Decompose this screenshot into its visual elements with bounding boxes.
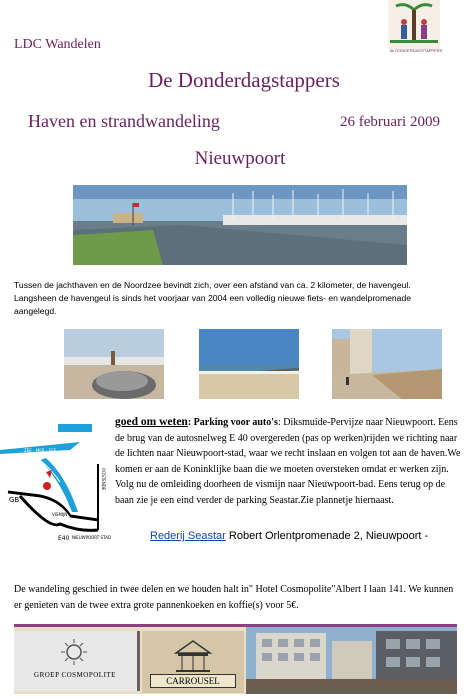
logo-caption: de DONDERDAGSTAPPERS (389, 48, 443, 53)
parking-heading: : Parking voor auto's (187, 417, 278, 428)
route-map (0, 420, 112, 550)
parking-info (115, 415, 461, 508)
walk-date: 26 februari 2009 (340, 114, 440, 130)
location-title: Nieuwpoort (194, 148, 286, 169)
map-label-sea: ZEE - MER - SEE (24, 448, 57, 453)
sun-icon (57, 637, 91, 667)
harbour-photo (73, 185, 407, 265)
map-label-vismijn: VISMIJN (52, 512, 68, 517)
ferry-line (150, 530, 428, 542)
map-label-gb: GB (9, 496, 20, 504)
footer-banner (14, 624, 457, 694)
carousel-icon (172, 639, 214, 673)
ferry-address: Robert Orlentpromenade 2, Nieuwpoort - (225, 530, 429, 542)
hotel-photo (246, 627, 457, 694)
cosmopolite-logo (14, 631, 140, 691)
parking-text: : Diksmuide-Pervijze naar Nieuwpoort. Eens de brug van de autosnelweg E 40 overgereden (pas op werken)rijden we richting naar de lichten naar Nieuwpoort-stad, waar we recht inslaan en volgen tot aan de haven.We komen er aan de Koninklijke baan die we moeten oversteken omdat er werken zijn. Volg nu de omleiding doorheen de vismijn naar Nieuwpoort-bad. Eens terug op de baan zie je een eind verder de parking Seastar.Zie plannetje hiernaast. (115, 417, 461, 506)
cosmopolite-text: GROEP COSMOPOLITE (34, 671, 116, 679)
beach-photo (199, 329, 299, 399)
statue-photo (64, 329, 164, 399)
seastar-link[interactable]: Rederij Seastar (150, 530, 226, 542)
carrousel-logo (142, 631, 244, 693)
closing-paragraph: De wandeling geschied in twee delen en we houden halt in" Hotel Cosmopolite"Albert I laan 141. We kunnen er genieten van de twee extra grote pannenkoeken en koffie(s) voor 5€. (14, 584, 454, 611)
carrousel-text: CARROUSEL (150, 674, 236, 688)
group-title: De Donderdagstappers (148, 68, 340, 92)
club-logo (388, 0, 440, 50)
club-name: LDC Wandelen (14, 37, 101, 52)
map-label-e40: E40 (58, 535, 70, 542)
intro-paragraph: Tussen de jachthaven en de Noordzee bevindt zich, over een afstand van ca. 2 kilometer, de havengeul. Langsheen de havengeul is sinds het voorjaar van 2004 een volledig nieuwe fiets- en wandelpromenade aangelegd. (14, 280, 412, 316)
promenade-photo (332, 329, 442, 399)
walk-title: Haven en strandwandeling (28, 111, 220, 131)
map-label-stad: NIEUWPOORT STAD (72, 535, 111, 540)
map-label-oostende: OOSTENDE (101, 468, 106, 491)
good-to-know-label: goed om weten (115, 416, 188, 428)
